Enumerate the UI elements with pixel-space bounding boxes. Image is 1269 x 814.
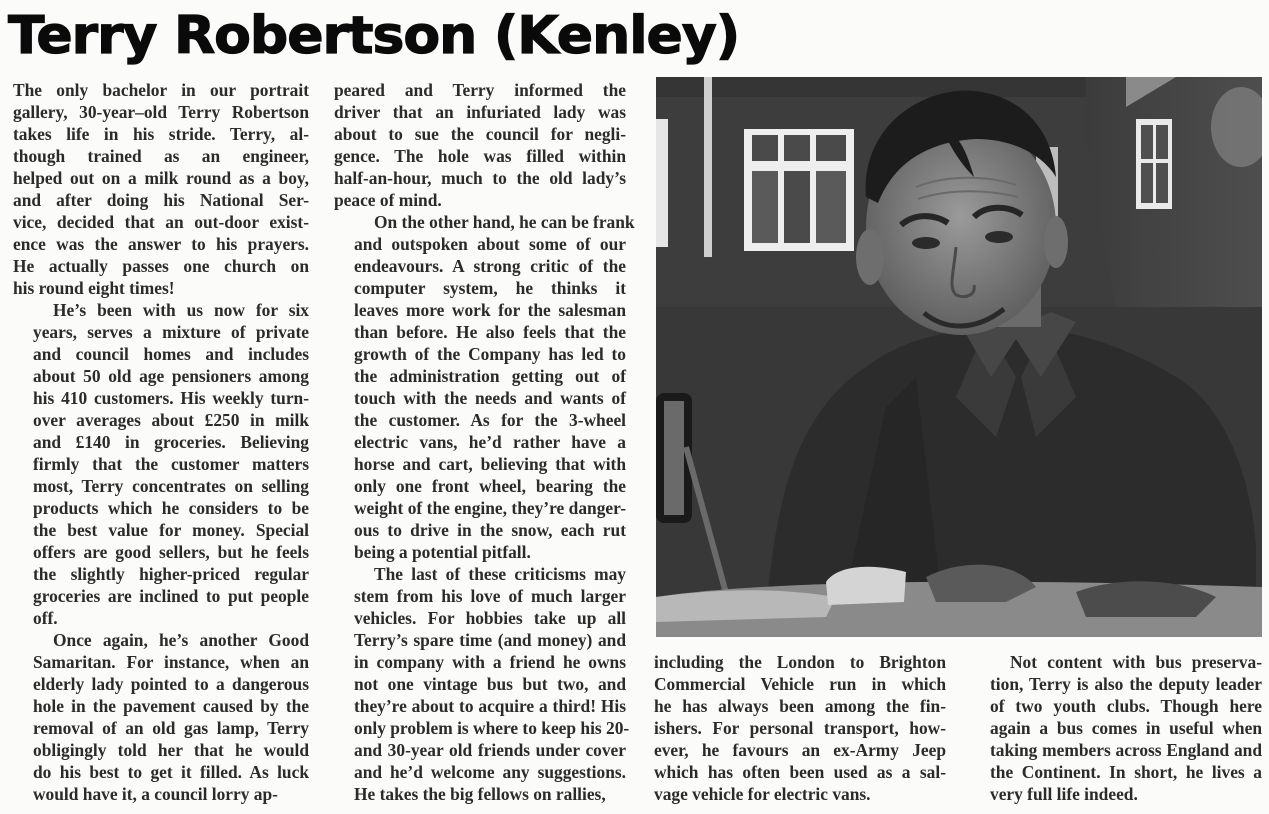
text-line: The last of these criticisms may [374, 564, 626, 584]
article-paragraph [334, 563, 630, 805]
text-line: computer system, he thinks it [354, 278, 626, 298]
text-line: takes life in his stride. Terry, al- [13, 124, 309, 144]
text-line: vehicles. For hobbies take up all [354, 608, 626, 628]
text-line: horse and cart, believing that with [354, 454, 626, 474]
article-column-3 [654, 651, 946, 805]
text-line: only problem is where to keep his 20- [354, 718, 630, 738]
article-paragraph [970, 651, 1262, 805]
text-line: which has often been used as a sal- [654, 762, 946, 782]
text-line: about 50 old age pensioners among [33, 366, 309, 386]
text-line: hole in the pavement caused by the [33, 696, 309, 716]
text-line: and after doing his National Ser- [13, 190, 309, 210]
text-line: ishers. For personal transport, how- [654, 718, 946, 738]
text-line: driver that an infuriated lady was [334, 102, 626, 122]
text-line: He actually passes one church on [13, 256, 309, 276]
text-line: half-an-hour, much to the old lady’s [334, 168, 626, 188]
text-line: about to sue the council for negli- [334, 124, 626, 144]
text-line: the Continent. In short, he lives a [990, 762, 1262, 782]
text-line: electric vans, he’d rather have a [354, 432, 626, 452]
text-line: taking members across England and [990, 740, 1262, 760]
article-column-2 [334, 79, 635, 805]
text-line: ever, he favours an ex-Army Jeep [654, 740, 946, 760]
text-line: though trained as an engineer, [13, 146, 309, 166]
text-line: stem from his love of much larger [354, 586, 626, 606]
text-line: elderly lady pointed to a dangerous [33, 674, 309, 694]
text-line: over averages about £250 in milk [33, 410, 309, 430]
article-paragraph [13, 79, 309, 299]
text-line: the best value for money. Special [33, 520, 309, 540]
text-line: ence was the answer to his prayers. [13, 234, 309, 254]
text-line: vice, decided that an out-door exist- [13, 212, 309, 232]
text-line: leaves more work for the salesman [354, 300, 626, 320]
text-line: Samaritan. For instance, when an [33, 652, 309, 672]
text-line: again a bus comes in useful when [990, 718, 1262, 738]
text-line: firmly that the customer matters [33, 454, 309, 474]
portrait-photo [656, 77, 1262, 637]
text-line: the slightly higher-priced regular [33, 564, 309, 584]
text-line: most, Terry concentrates on selling [33, 476, 309, 496]
text-line: including the London to Brighton [654, 652, 946, 672]
text-line: being a potential pitfall. [354, 542, 531, 562]
text-line: obligingly told her that he would [33, 740, 309, 760]
text-line: vage vehicle for electric vans. [654, 784, 871, 804]
text-line: years, serves a mixture of private [33, 322, 309, 342]
text-line: peace of mind. [334, 190, 442, 210]
text-line: not one vintage bus but two, and [354, 674, 626, 694]
text-line: Not content with bus preserva- [1010, 652, 1262, 672]
text-line: in company with a friend he owns [354, 652, 626, 672]
text-line: products which he considers to be [33, 498, 309, 518]
text-line: peared and Terry informed the [334, 80, 626, 100]
text-line: off. [33, 608, 58, 628]
text-line: he has always been among the fin- [654, 696, 946, 716]
text-line: than before. He also feels that the [354, 322, 626, 342]
text-line: do his best to get it filled. As luck [33, 762, 309, 782]
text-line: ous to drive in the snow, each rut [354, 520, 626, 540]
text-line: growth of the Company has led to [354, 344, 626, 364]
text-line: only one front wheel, bearing the [354, 476, 626, 496]
text-line: the customer. As for the 3-wheel [354, 410, 626, 430]
text-line: He takes the big fellows on rallies, [354, 784, 606, 804]
text-line: gence. The hole was filled within [334, 146, 626, 166]
text-line: would have it, a council lorry ap- [33, 784, 278, 804]
article-paragraph [13, 299, 309, 629]
text-line: endeavours. A strong critic of the [354, 256, 626, 276]
article-paragraph [13, 629, 309, 805]
text-line: his 410 customers. His weekly turn- [33, 388, 309, 408]
text-line: weight of the engine, they’re danger- [354, 498, 626, 518]
text-line: The only bachelor in our portrait [13, 80, 309, 100]
text-line: helped out on a milk round as a boy, [13, 168, 309, 188]
text-line: groceries are inclined to put people [33, 586, 309, 606]
text-line: the administration getting out of [354, 366, 626, 386]
text-line: Terry’s spare time (and money) and [354, 630, 626, 650]
text-line: offers are good sellers, but he feels [33, 542, 309, 562]
article-paragraph [654, 651, 946, 805]
text-line: and council homes and includes [33, 344, 309, 364]
text-line: and outspoken about some of our [354, 234, 626, 254]
article-title: Terry Robertson (Kenley) [8, 6, 740, 66]
text-line: they’re about to acquire a third! His [354, 696, 626, 716]
article-paragraph [334, 79, 626, 211]
text-line: gallery, 30-year–old Terry Robertson [13, 102, 309, 122]
article-paragraph [334, 211, 635, 563]
text-line: tion, Terry is also the deputy leader [990, 674, 1262, 694]
text-line: removal of an old gas lamp, Terry [33, 718, 309, 738]
text-line: He’s been with us now for six [53, 300, 309, 320]
text-line: of two youth clubs. Though here [990, 696, 1262, 716]
text-line: and he’d welcome any suggestions. [354, 762, 626, 782]
text-line: and 30-year old friends under cover [354, 740, 626, 760]
text-line: touch with the needs and wants of [354, 388, 626, 408]
portrait-photo-image [656, 77, 1262, 637]
article-column-1 [13, 79, 309, 805]
text-line: and £140 in groceries. Believing [33, 432, 309, 452]
text-line: Once again, he’s another Good [53, 630, 309, 650]
article-column-4 [970, 651, 1262, 805]
text-line: his round eight times! [13, 278, 175, 298]
text-line: On the other hand, he can be frank [374, 212, 635, 232]
text-line: Commercial Vehicle run in which [654, 674, 946, 694]
text-line: very full life indeed. [990, 784, 1138, 804]
